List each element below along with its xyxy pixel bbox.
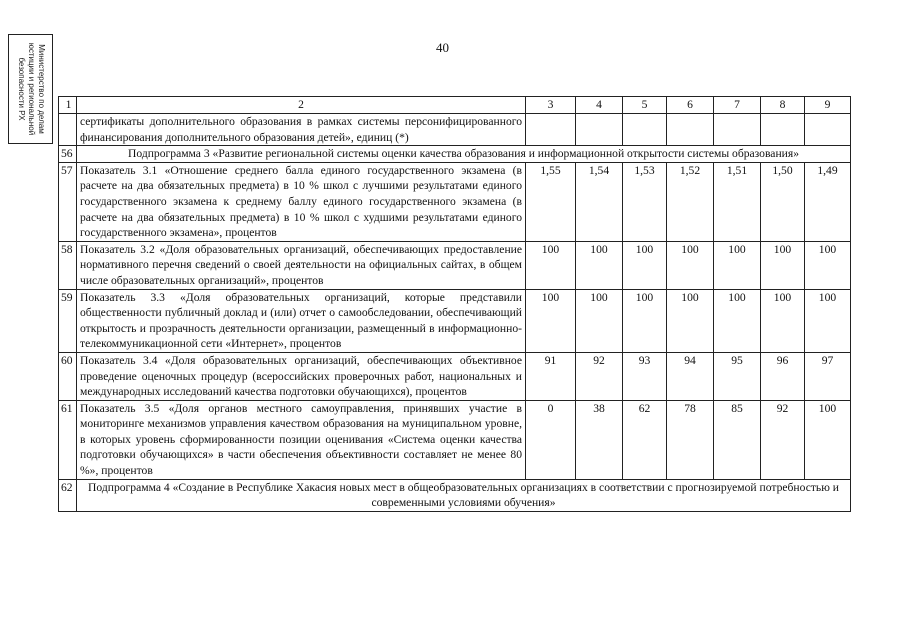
- indicator-value: 100: [805, 241, 851, 289]
- indicator-row: [59, 400, 851, 479]
- indicator-description: Показатель 3.5 «Доля органов местного самоуправления, принявших участие в мониторинге механизмов управления качеством образования на муниципальном уровне, в которых уровень сформированности позиции оценивания «Система оценки качества подготовки обучающихся» в части обеспечения объективности составляет не менее 80 %», процентов: [77, 400, 526, 479]
- indicator-value: 62: [623, 400, 667, 479]
- row-number: 61: [59, 400, 77, 479]
- row-number: 58: [59, 241, 77, 289]
- indicator-value: 100: [761, 241, 805, 289]
- indicator-row: [59, 162, 851, 241]
- header-cell: 7: [714, 97, 761, 114]
- subprogram-title: Подпрограмма 3 «Развитие региональной системы оценки качества образования и информационной открытости системы образования»: [77, 146, 851, 163]
- header-cell: 1: [59, 97, 77, 114]
- indicator-value: 100: [667, 289, 714, 352]
- registration-stamp: [8, 34, 53, 144]
- indicators-table: [58, 96, 851, 512]
- stamp-text: Министерство по делам юстиции и региональной безопасности РХ: [16, 42, 46, 136]
- indicator-value: 1,49: [805, 162, 851, 241]
- indicator-value: [805, 114, 851, 146]
- header-cell: 2: [77, 97, 526, 114]
- header-cell: 6: [667, 97, 714, 114]
- indicator-value: [667, 114, 714, 146]
- indicator-value: 1,50: [761, 162, 805, 241]
- indicator-value: 92: [761, 400, 805, 479]
- header-row: [59, 97, 851, 114]
- indicator-value: 100: [623, 289, 667, 352]
- indicator-description: Показатель 3.4 «Доля образовательных организаций, обеспечивающих объективное проведение оценочных процедур (всероссийских проверочных работ, национальных и международных исследований качества подготовки обучающихся), процентов: [77, 352, 526, 400]
- indicator-value: 92: [576, 352, 623, 400]
- page-number: 40: [436, 40, 449, 55]
- indicator-value: 100: [714, 241, 761, 289]
- indicator-value: 94: [667, 352, 714, 400]
- indicator-value: 1,54: [576, 162, 623, 241]
- indicator-value: 100: [576, 241, 623, 289]
- indicator-value: 93: [623, 352, 667, 400]
- indicator-value: 100: [667, 241, 714, 289]
- indicator-value: 100: [805, 289, 851, 352]
- row-number: 62: [59, 479, 77, 511]
- indicator-value: 91: [526, 352, 576, 400]
- indicator-value: 1,53: [623, 162, 667, 241]
- header-cell: 4: [576, 97, 623, 114]
- indicator-value: 95: [714, 352, 761, 400]
- indicator-value: [623, 114, 667, 146]
- indicator-value: 100: [714, 289, 761, 352]
- indicator-row: [59, 289, 851, 352]
- indicator-value: [714, 114, 761, 146]
- indicator-value: 38: [576, 400, 623, 479]
- indicator-value: [761, 114, 805, 146]
- indicator-value: 96: [761, 352, 805, 400]
- indicator-value: [526, 114, 576, 146]
- row-number: [59, 114, 77, 146]
- indicator-value: 1,51: [714, 162, 761, 241]
- row-number: 57: [59, 162, 77, 241]
- indicator-value: 100: [623, 241, 667, 289]
- indicator-value: 100: [526, 241, 576, 289]
- indicator-row: [59, 352, 851, 400]
- row-number: 60: [59, 352, 77, 400]
- indicator-description: Показатель 3.3 «Доля образовательных организаций, которые представили общественности публичный доклад и (или) отчет о самообследовании, обеспечивающий открытость и прозрачность деятельности организации, размещенный в информационно-телекоммуникационной сети «Интернет», процентов: [77, 289, 526, 352]
- indicator-value: 100: [805, 400, 851, 479]
- indicator-description: Показатель 3.2 «Доля образовательных организаций, обеспечивающих предоставление нормативного перечня сведений о своей деятельности на официальных сайтах, в общем числе образовательных организаций», процентов: [77, 241, 526, 289]
- indicator-value: 85: [714, 400, 761, 479]
- row-number: 59: [59, 289, 77, 352]
- indicator-value: 1,52: [667, 162, 714, 241]
- indicator-row: [59, 241, 851, 289]
- indicator-description: сертификаты дополнительного образования в рамках системы персонифицированного финансирования дополнительного образования детей», единиц (*): [77, 114, 526, 146]
- indicator-row: [59, 114, 851, 146]
- subprogram-row: [59, 479, 851, 511]
- indicator-value: 100: [526, 289, 576, 352]
- indicator-value: [576, 114, 623, 146]
- indicator-value: 100: [761, 289, 805, 352]
- indicator-value: 0: [526, 400, 576, 479]
- header-cell: 3: [526, 97, 576, 114]
- indicator-value: 78: [667, 400, 714, 479]
- header-cell: 8: [761, 97, 805, 114]
- indicator-description: Показатель 3.1 «Отношение среднего балла единого государственного экзамена (в расчете на два обязательных предмета) в 10 % школ с лучшими результатами единого государственного экзамена к среднему баллу единого государственного экзамена (в расчете на два обязательных предмета) в 10 % школ с худшими результатами единого государственного экзамена», процентов: [77, 162, 526, 241]
- header-cell: 5: [623, 97, 667, 114]
- row-number: 56: [59, 146, 77, 163]
- header-cell: 9: [805, 97, 851, 114]
- table-body: [59, 97, 851, 512]
- indicator-value: 97: [805, 352, 851, 400]
- indicator-value: 1,55: [526, 162, 576, 241]
- subprogram-title: Подпрограмма 4 «Создание в Республике Хакасия новых мест в общеобразовательных организациях в соответствии с прогнозируемой потребностью и современными условиями обучения»: [77, 479, 851, 511]
- subprogram-row: [59, 146, 851, 163]
- indicator-value: 100: [576, 289, 623, 352]
